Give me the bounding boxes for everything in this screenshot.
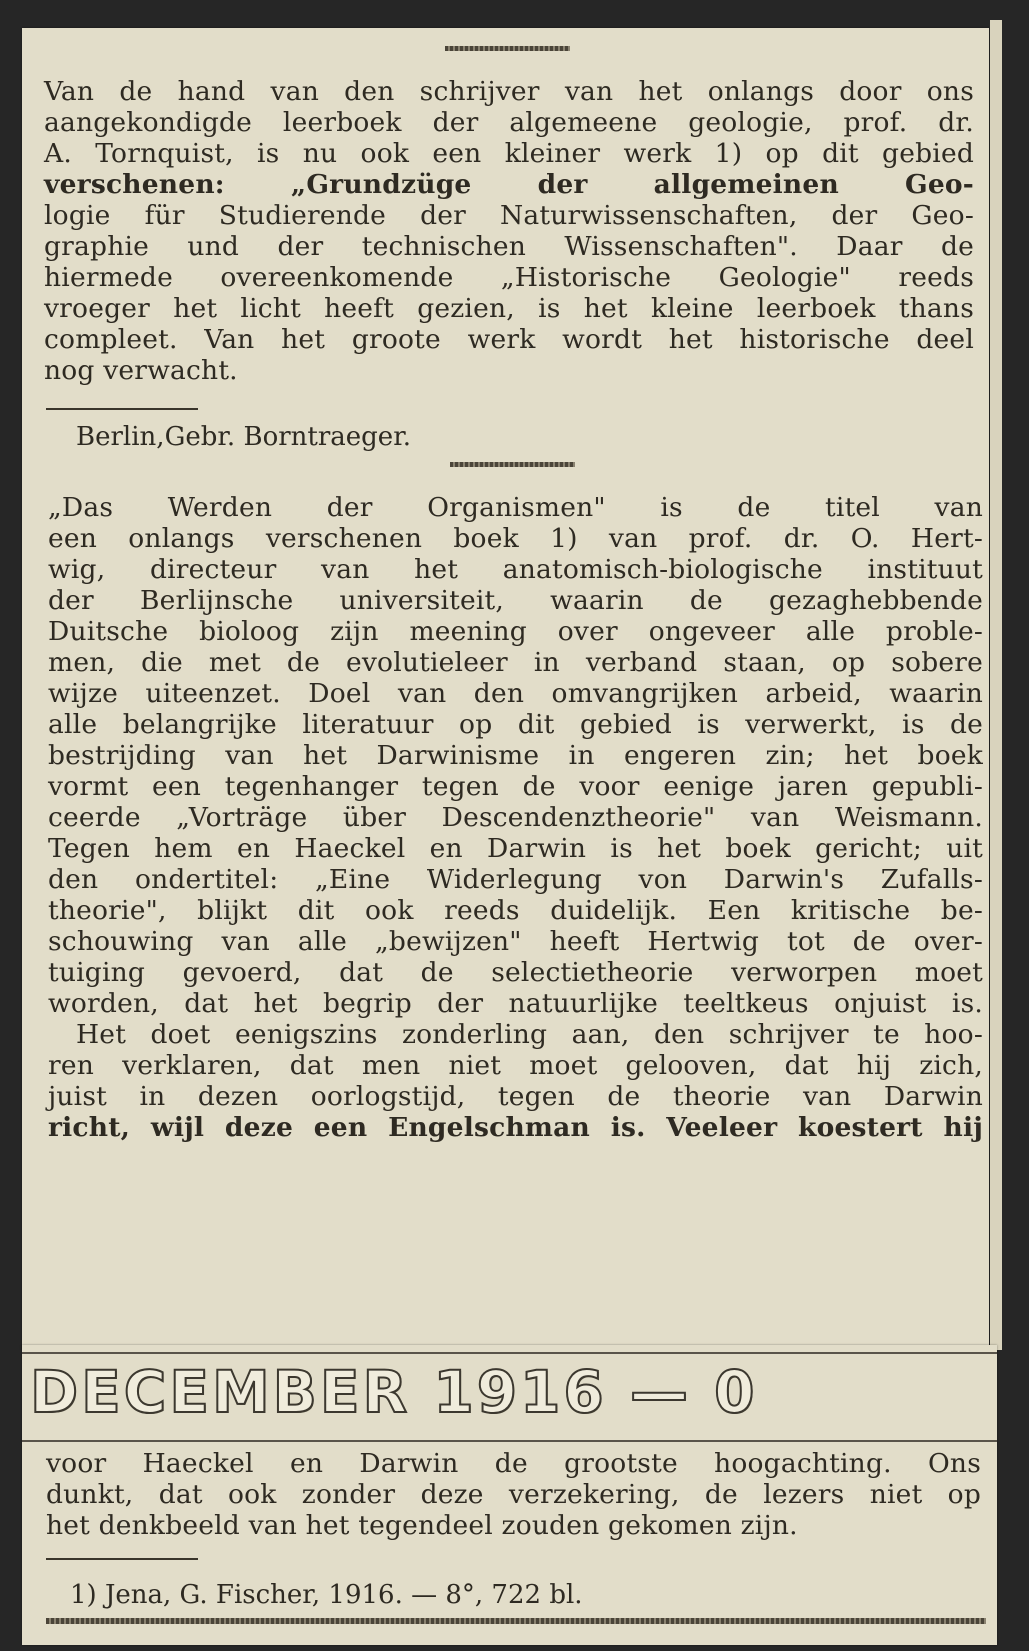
text-line: der Berlijnsche universiteit, waarin de gezaghebbende xyxy=(48,585,983,616)
section-ornament xyxy=(445,46,570,51)
text-line: Het doet eenigszins zonderling aan, den schrijver te hoo- xyxy=(76,1019,983,1050)
text-line: „Das Werden der Organismen" is de titel van xyxy=(48,492,983,523)
text-line: bestrijding van het Darwinisme in engeren zin; het boek xyxy=(48,740,983,771)
text-line: men, die met de evolutieleer in verband staan, op sobere xyxy=(48,647,983,678)
text-line: ren verklaren, dat men niet moet gelooven, dat hij zich, xyxy=(48,1050,983,1081)
text-line: dunkt, dat ook zonder deze verzekering, de lezers niet op xyxy=(46,1479,981,1510)
text-line: Duitsche bioloog zijn meening over ongeveer alle proble- xyxy=(48,616,983,647)
article-continuation xyxy=(46,1448,981,1541)
article-organismen-body xyxy=(48,492,983,1143)
section-ornament xyxy=(450,462,575,467)
date-banner: DECEMBER 1916 — 0 xyxy=(30,1358,758,1426)
text-line: juist in dezen oorlogstijd, tegen de theorie van Darwin xyxy=(48,1081,983,1112)
text-line: verschenen: „Grundzüge der allgemeinen Geo- xyxy=(44,169,974,200)
text-line: Tegen hem en Haeckel en Darwin is het boek gericht; uit xyxy=(48,833,983,864)
text-line: graphie und der technischen Wissenschaften". Daar de xyxy=(44,231,974,262)
masthead-rule-top xyxy=(22,1352,997,1354)
paper-edge xyxy=(990,20,1002,1350)
text-line: tuiging gevoerd, dat de selectietheorie verworpen moet xyxy=(48,957,983,988)
text-line: logie für Studierende der Naturwissenschaften, der Geo- xyxy=(44,200,974,231)
masthead-rule-bottom xyxy=(22,1440,997,1442)
text-line: hiermede overeenkomende „Historische Geologie" reeds xyxy=(44,262,974,293)
bottom-ornament xyxy=(46,1618,986,1624)
text-line: vroeger het licht heeft gezien, is het kleine leerboek thans xyxy=(44,293,974,324)
text-line: een onlangs verschenen boek 1) van prof. dr. O. Hert- xyxy=(48,523,983,554)
text-line: wig, directeur van het anatomisch-biologische instituut xyxy=(48,554,983,585)
text-line: het denkbeeld van het tegendeel zouden gekomen zijn. xyxy=(46,1510,798,1541)
text-line: compleet. Van het groote werk wordt het historische deel xyxy=(44,324,974,355)
text-line: Van de hand van den schrijver van het onlangs door ons xyxy=(44,76,974,107)
text-line: worden, dat het begrip der natuurlijke teeltkeus onjuist is. xyxy=(48,988,983,1019)
text-line: richt, wijl deze een Engelschman is. Veeleer koestert hij xyxy=(48,1112,983,1143)
text-line: theorie", blijkt dit ook reeds duidelijk. Een kritische be- xyxy=(48,895,983,926)
text-line: nog verwacht. xyxy=(44,355,238,386)
text-line: A. Tornquist, is nu ook een kleiner werk 1) op dit gebied xyxy=(44,138,974,169)
text-line: wijze uiteenzet. Doel van den omvangrijken arbeid, waarin xyxy=(48,678,983,709)
article-geologie-body xyxy=(44,76,974,386)
text-line: den ondertitel: „Eine Widerlegung von Darwin's Zufalls- xyxy=(48,864,983,895)
text-line: alle belangrijke literatuur op dit gebied is verwerkt, is de xyxy=(48,709,983,740)
text-line: vormt een tegenhanger tegen de voor eenige jaren gepubli- xyxy=(48,771,983,802)
footnote-divider xyxy=(46,408,198,410)
footnote-divider xyxy=(46,1558,198,1560)
text-line: aangekondigde leerboek der algemeene geologie, prof. dr. xyxy=(44,107,974,138)
text-line: ceerde „Vorträge über Descendenztheorie" van Weismann. xyxy=(48,802,983,833)
footnote: 1) Jena, G. Fischer, 1916. — 8°, 722 bl. xyxy=(70,1580,583,1610)
text-line: voor Haeckel en Darwin de grootste hoogachting. Ons xyxy=(46,1448,981,1479)
publisher-note: Berlin,Gebr. Borntraeger. xyxy=(76,422,412,452)
text-line: schouwing van alle „bewijzen" heeft Hertwig tot de over- xyxy=(48,926,983,957)
